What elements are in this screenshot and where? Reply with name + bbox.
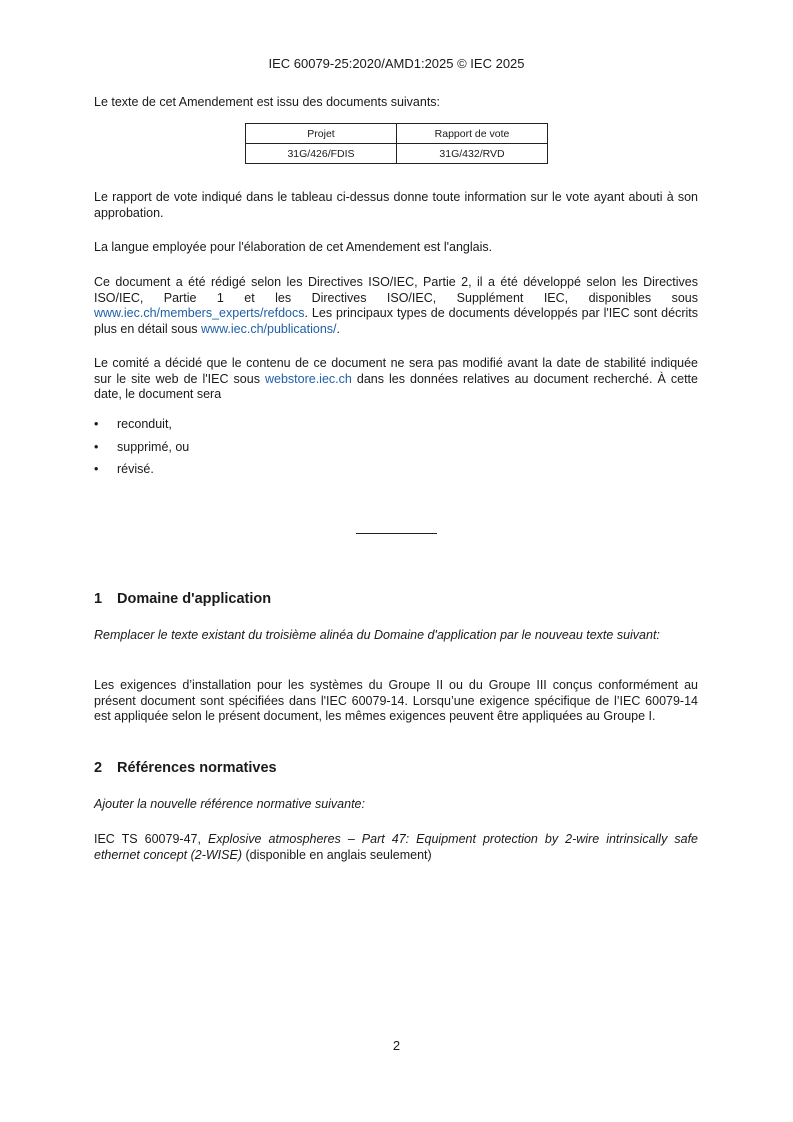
section-body-text: Les exigences d’installation pour les systèmes du Groupe II ou du Groupe III conçus conformément au présent document sont spécifiées dans l'IEC 60079-14. Lorsqu’une exigence spécifique de l’IEC 60079-14 est appliquée selon le présent document, les mêmes exigences peuvent être appliquées au Groupe I. [94, 678, 698, 723]
list-item-text: reconduit, [117, 417, 172, 431]
publications-link[interactable]: www.iec.ch/publications/ [201, 321, 337, 336]
webstore-link[interactable]: webstore.iec.ch [264, 371, 352, 386]
list-item-text: révisé. [117, 462, 154, 476]
table-cell: 31G/426/FDIS [246, 144, 397, 164]
section-title: Références normatives [117, 760, 277, 776]
directives-paragraph [94, 275, 698, 337]
section-2-heading [94, 760, 277, 776]
committee-paragraph [94, 356, 698, 403]
section-number: 2 [94, 760, 103, 776]
table-header-row [246, 124, 548, 144]
section-1-heading [94, 591, 271, 607]
table-header-cell: Projet [246, 124, 397, 144]
vote-paragraph [94, 190, 698, 221]
committee-text-2: dans les données relatives au document recherché. À cette date, le document sera [94, 371, 698, 401]
directives-text-2: . Les principaux types de documents développés par l'IEC sont décrits plus en détail sous [94, 306, 698, 336]
bullet-icon: • [94, 440, 99, 454]
refdocs-link[interactable]: www.iec.ch/members_experts/refdocs [94, 306, 305, 320]
instruction-text: Remplacer le texte existant du troisième alinéa du Domaine d'application par le nouveau texte suivant: [94, 628, 660, 642]
vote-text: Le rapport de vote indiqué dans le tableau ci-dessus donne toute information sur le vote ayant abouti à son approbation. [94, 190, 698, 220]
intro-text: Le texte de cet Amendement est issu des documents suivants: [94, 95, 441, 109]
language-text: La langue employée pour l'élaboration de cet Amendement est l'anglais. [94, 240, 493, 254]
intro-paragraph [94, 95, 698, 111]
separator-line [356, 533, 437, 534]
table-cell: 31G/432/RVD [397, 144, 548, 164]
list-item-text: supprimé, ou [117, 440, 190, 454]
bullet-icon: • [94, 417, 99, 431]
vote-table [245, 123, 548, 164]
bullet-icon: • [94, 462, 99, 476]
instruction-text: Ajouter la nouvelle référence normative suivante: [94, 797, 365, 811]
section-1-instruction [94, 628, 698, 644]
reference-note: (disponible en anglais seulement) [241, 847, 432, 862]
normative-reference [94, 832, 698, 863]
reference-title: Explosive atmospheres – Part 47: Equipment protection by 2-wire intrinsically safe ethernet concept (2-WISE) [94, 832, 698, 862]
section-number: 1 [94, 591, 103, 607]
directives-text-1: Ce document a été rédigé selon les Directives ISO/IEC, Partie 2, il a été développé selon les Directives ISO/IEC, Partie 1 et les Directives ISO/IEC, Supplément IEC, disponibles sous [94, 275, 698, 305]
page-number: 2 [392, 1038, 401, 1053]
section-2-instruction [94, 797, 698, 813]
committee-text-1: Le comité a décidé que le contenu de ce document ne sera pas modifié avant la date de stabilité indiquée sur le site web de l'IEC sous [94, 356, 698, 386]
section-1-body [94, 678, 698, 725]
section-title: Domaine d'application [117, 591, 272, 607]
directives-text-3: . [336, 321, 340, 336]
table-row [246, 144, 548, 164]
page-header: IEC 60079-25:2020/AMD1:2025 © IEC 2025 [268, 56, 525, 71]
language-paragraph [94, 240, 698, 256]
reference-id: IEC TS 60079-47, [94, 832, 208, 846]
table-header-cell: Rapport de vote [397, 124, 548, 144]
